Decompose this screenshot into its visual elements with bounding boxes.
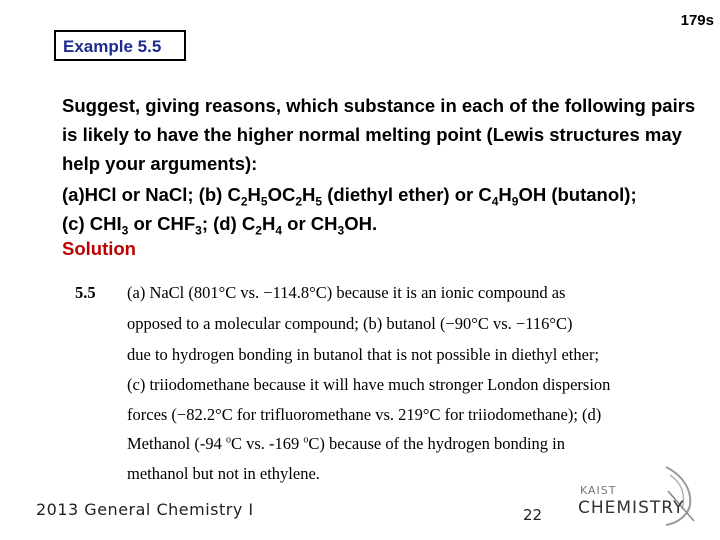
subscript: 5 (260, 194, 268, 209)
formula-text: or CH (282, 213, 338, 234)
degree-mark: o (225, 434, 231, 446)
subscript: 2 (255, 223, 262, 238)
question-text: Suggest, giving reasons, which substance in each of the following pairs is likely to have the higher normal melting point (Lewis structures may help your arguments): (62, 95, 696, 174)
solution-line-4: (c) triiodomethane because it will have much stronger London dispersion (127, 375, 611, 394)
subscript: 3 (337, 223, 345, 238)
subscript: 4 (491, 194, 499, 209)
formula-text: (c) CHI (62, 213, 122, 234)
logo-small-text: KAIST (580, 484, 617, 497)
kaist-chemistry-logo (574, 465, 700, 527)
example-title-box (54, 30, 186, 61)
solution-line-5: forces (−82.2°C for trifluoromethane vs. 219°C for triiodomethane); (d) (127, 405, 602, 424)
formula-text: H (247, 184, 261, 205)
formula-text: OH (butanol); (518, 184, 637, 205)
solution-line-1: (a) NaCl (801°C vs. −114.8°C) because it is an ionic compound as (127, 283, 566, 302)
subscript: 2 (240, 194, 248, 209)
part-a-label: (a) (62, 184, 85, 205)
solution-line-3: due to hydrogen bonding in butanol that is not possible in diethyl ether; (127, 345, 600, 364)
subscript: 5 (315, 194, 323, 209)
subscript: 4 (275, 223, 282, 238)
solution-line-2: opposed to a molecular compound; (b) butanol (−90°C vs. −116°C) (127, 314, 573, 333)
subscript: 3 (121, 223, 129, 238)
page-number: 22 (523, 506, 543, 524)
subscript: 3 (195, 223, 202, 238)
solution-label: Solution (62, 238, 136, 259)
subscript: 9 (511, 194, 519, 209)
solution-line-7: methanol but not in ethylene. (127, 464, 320, 483)
question-parts (62, 180, 712, 238)
solution-text: C vs. -169 (230, 434, 304, 453)
formula-text: H (498, 184, 512, 205)
parts-line-2 (62, 209, 712, 238)
degree-mark: o (303, 434, 309, 446)
timer-label: 179s (680, 12, 714, 29)
formula-text: (diethyl ether) or C (322, 184, 492, 205)
course-footer: 2013 General Chemistry I (36, 500, 254, 519)
formula-text: HCl or NaCl; (b) C (84, 184, 241, 205)
subscript: 2 (295, 194, 303, 209)
parts-line-1 (62, 180, 712, 209)
formula-text: or CHF (128, 213, 196, 234)
formula-text: H (261, 213, 276, 234)
logo-main-text: CHEMISTRY (578, 498, 685, 518)
solution-line-6 (127, 434, 565, 454)
solution-text: Methanol (-94 (127, 434, 226, 453)
solution-number: 5.5 (75, 283, 96, 302)
formula-text: ; (d) C (201, 213, 256, 234)
formula-text: H (302, 184, 316, 205)
formula-text: OH. (344, 213, 378, 234)
example-title: Example 5.5 (63, 37, 162, 56)
solution-text: C) because of the hydrogen bonding in (308, 434, 566, 453)
formula-text: OC (267, 184, 296, 205)
